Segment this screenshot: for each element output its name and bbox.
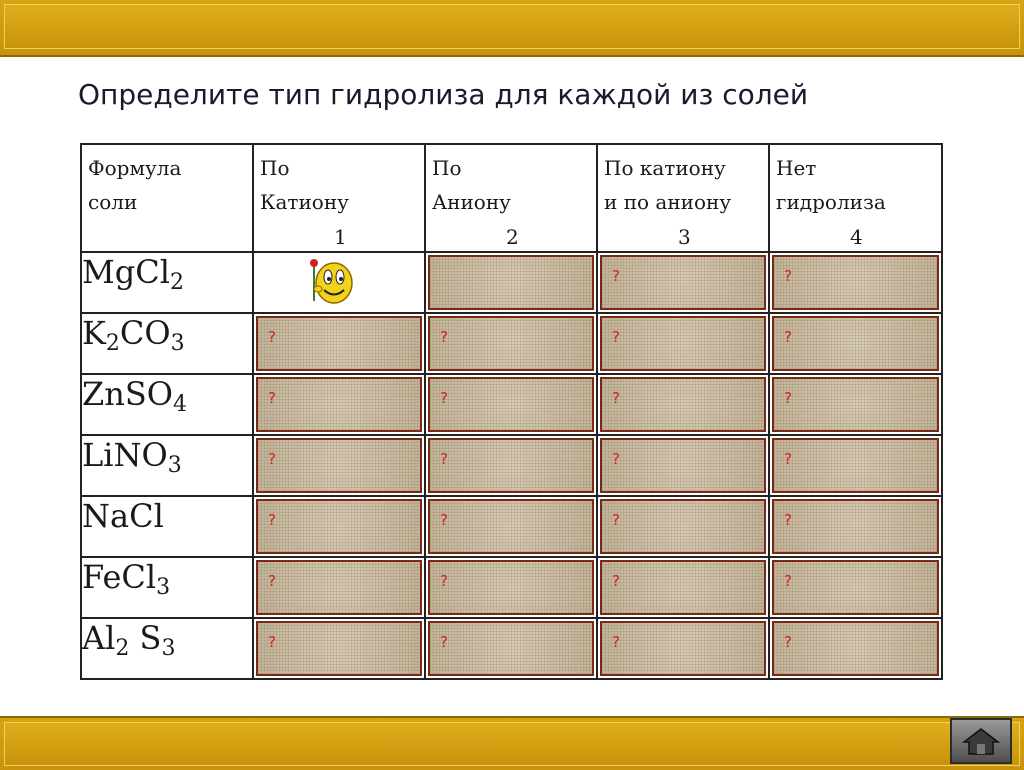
answer-box[interactable] bbox=[428, 560, 594, 615]
header-col-1 bbox=[81, 144, 253, 252]
answer-box[interactable] bbox=[772, 377, 939, 432]
formula-part: CO bbox=[119, 314, 171, 352]
answer-box[interactable] bbox=[600, 499, 766, 554]
answer-cell bbox=[253, 557, 425, 618]
question-mark: ? bbox=[612, 572, 620, 590]
formula-subscript: 3 bbox=[156, 575, 171, 600]
table-row bbox=[81, 252, 942, 313]
answer-cell bbox=[253, 496, 425, 557]
formula-subscript: 2 bbox=[105, 331, 120, 356]
answer-box[interactable] bbox=[256, 377, 422, 432]
header-line: Формула bbox=[88, 156, 182, 180]
answer-box[interactable] bbox=[428, 377, 594, 432]
home-button[interactable] bbox=[950, 718, 1012, 764]
header-label bbox=[260, 151, 420, 219]
answer-box[interactable] bbox=[600, 560, 766, 615]
answer-cell bbox=[253, 618, 425, 679]
question-mark: ? bbox=[784, 328, 792, 346]
answer-cell bbox=[425, 557, 597, 618]
table-row bbox=[81, 618, 942, 679]
question-mark: ? bbox=[440, 389, 448, 407]
formula-part: S bbox=[129, 619, 162, 657]
answer-cell bbox=[425, 313, 597, 374]
answer-cell bbox=[597, 252, 769, 313]
header-line: гидролиза bbox=[776, 190, 886, 214]
answer-cell bbox=[253, 374, 425, 435]
question-mark: ? bbox=[440, 572, 448, 590]
answer-cell bbox=[769, 618, 942, 679]
answer-box[interactable] bbox=[428, 499, 594, 554]
answer-box[interactable] bbox=[256, 560, 422, 615]
header-col-5 bbox=[769, 144, 942, 252]
table-row bbox=[81, 313, 942, 374]
answer-cell bbox=[769, 313, 942, 374]
header-number: 4 bbox=[850, 225, 863, 249]
header-line: По bbox=[260, 156, 290, 180]
page-title: Определите тип гидролиза для каждой из солей bbox=[78, 78, 809, 111]
answer-box[interactable] bbox=[600, 621, 766, 676]
answer-box[interactable] bbox=[772, 621, 939, 676]
formula-subscript: 2 bbox=[169, 270, 184, 295]
header-line: соли bbox=[88, 190, 138, 214]
question-mark: ? bbox=[612, 633, 620, 651]
answer-cell bbox=[597, 496, 769, 557]
salt-formula bbox=[81, 313, 253, 374]
header-label bbox=[604, 151, 764, 219]
formula-subscript: 3 bbox=[170, 331, 185, 356]
header-line: По катиону bbox=[604, 156, 726, 180]
formula-subscript: 2 bbox=[115, 636, 130, 661]
question-mark: ? bbox=[784, 389, 792, 407]
home-icon bbox=[961, 726, 1001, 756]
answer-cell bbox=[425, 252, 597, 313]
header-col-2 bbox=[253, 144, 425, 252]
formula-part: Mg bbox=[82, 253, 136, 291]
header-line: По bbox=[432, 156, 462, 180]
answer-cell bbox=[769, 496, 942, 557]
formula-subscript: 4 bbox=[173, 392, 187, 417]
question-mark: ? bbox=[440, 511, 448, 529]
question-mark: ? bbox=[440, 633, 448, 651]
table-row bbox=[81, 496, 942, 557]
header-line: Катиону bbox=[260, 190, 349, 214]
answer-cell bbox=[425, 618, 597, 679]
answer-box[interactable] bbox=[772, 499, 939, 554]
header-label bbox=[776, 151, 936, 219]
question-mark: ? bbox=[268, 328, 276, 346]
answer-box[interactable] bbox=[772, 438, 939, 493]
salt-formula bbox=[81, 557, 253, 618]
hydrolysis-table bbox=[80, 143, 943, 680]
question-mark: ? bbox=[784, 572, 792, 590]
answer-box[interactable] bbox=[256, 316, 422, 371]
answer-cell bbox=[597, 557, 769, 618]
formula-part: FeCl bbox=[82, 558, 157, 596]
answer-cell bbox=[253, 313, 425, 374]
question-mark: ? bbox=[268, 450, 276, 468]
question-mark: ? bbox=[440, 450, 448, 468]
answer-box[interactable] bbox=[772, 316, 939, 371]
answer-box[interactable] bbox=[772, 255, 939, 310]
formula-part: LiNO bbox=[82, 436, 168, 474]
salt-formula bbox=[81, 496, 253, 557]
header-label bbox=[88, 151, 248, 219]
formula-part: Cl bbox=[135, 253, 170, 291]
table-row bbox=[81, 557, 942, 618]
answer-cell bbox=[769, 252, 942, 313]
salt-formula bbox=[81, 252, 253, 313]
table-row bbox=[81, 374, 942, 435]
question-mark: ? bbox=[268, 389, 276, 407]
header-label bbox=[432, 151, 592, 219]
answer-box[interactable] bbox=[256, 621, 422, 676]
question-mark: ? bbox=[440, 328, 448, 346]
formula-subscript: 3 bbox=[161, 636, 176, 661]
answer-cell bbox=[597, 618, 769, 679]
answer-cell bbox=[597, 313, 769, 374]
question-mark: ? bbox=[784, 633, 792, 651]
question-mark: ? bbox=[784, 267, 792, 285]
question-mark: ? bbox=[268, 633, 276, 651]
header-number: 1 bbox=[334, 225, 347, 249]
question-mark: ? bbox=[612, 450, 620, 468]
smiley-with-flower-icon bbox=[304, 257, 356, 307]
answer-box[interactable] bbox=[600, 438, 766, 493]
formula-part: ZnSO bbox=[82, 375, 173, 413]
answer-box[interactable] bbox=[256, 438, 422, 493]
answer-box[interactable] bbox=[428, 621, 594, 676]
header-line: и по аниону bbox=[604, 190, 732, 214]
answer-box[interactable] bbox=[256, 499, 422, 554]
question-mark: ? bbox=[612, 511, 620, 529]
header-number: 2 bbox=[506, 225, 519, 249]
answer-cell bbox=[253, 435, 425, 496]
salt-formula bbox=[81, 374, 253, 435]
answer-cell bbox=[425, 374, 597, 435]
bottom-decorative-bar bbox=[0, 716, 1024, 770]
formula-part: Al bbox=[82, 619, 116, 657]
question-mark: ? bbox=[784, 450, 792, 468]
answer-cell bbox=[597, 435, 769, 496]
answer-box[interactable] bbox=[428, 255, 594, 310]
answer-box[interactable] bbox=[600, 316, 766, 371]
question-mark: ? bbox=[612, 267, 620, 285]
question-mark: ? bbox=[612, 389, 620, 407]
formula-subscript: 3 bbox=[167, 453, 182, 478]
formula-part: NaCl bbox=[82, 497, 164, 535]
answer-box[interactable] bbox=[428, 316, 594, 371]
question-mark: ? bbox=[612, 328, 620, 346]
answer-cell bbox=[425, 496, 597, 557]
salt-formula bbox=[81, 435, 253, 496]
header-line: Аниону bbox=[432, 190, 511, 214]
header-line: Нет bbox=[776, 156, 817, 180]
answer-box[interactable] bbox=[428, 438, 594, 493]
salt-formula bbox=[81, 618, 253, 679]
answer-cell bbox=[425, 435, 597, 496]
question-mark: ? bbox=[268, 511, 276, 529]
question-mark: ? bbox=[268, 572, 276, 590]
answer-cell bbox=[769, 557, 942, 618]
header-row bbox=[81, 144, 942, 252]
answer-box[interactable] bbox=[600, 377, 766, 432]
answer-cell bbox=[597, 374, 769, 435]
header-col-3 bbox=[425, 144, 597, 252]
answer-box[interactable] bbox=[772, 560, 939, 615]
header-number: 3 bbox=[678, 225, 691, 249]
question-mark: ? bbox=[784, 511, 792, 529]
header-col-4 bbox=[597, 144, 769, 252]
table-row bbox=[81, 435, 942, 496]
answer-cell bbox=[253, 252, 425, 313]
formula-part: K bbox=[82, 314, 106, 352]
answer-cell bbox=[769, 435, 942, 496]
top-decorative-bar bbox=[0, 0, 1024, 57]
answer-cell bbox=[769, 374, 942, 435]
answer-box[interactable] bbox=[600, 255, 766, 310]
